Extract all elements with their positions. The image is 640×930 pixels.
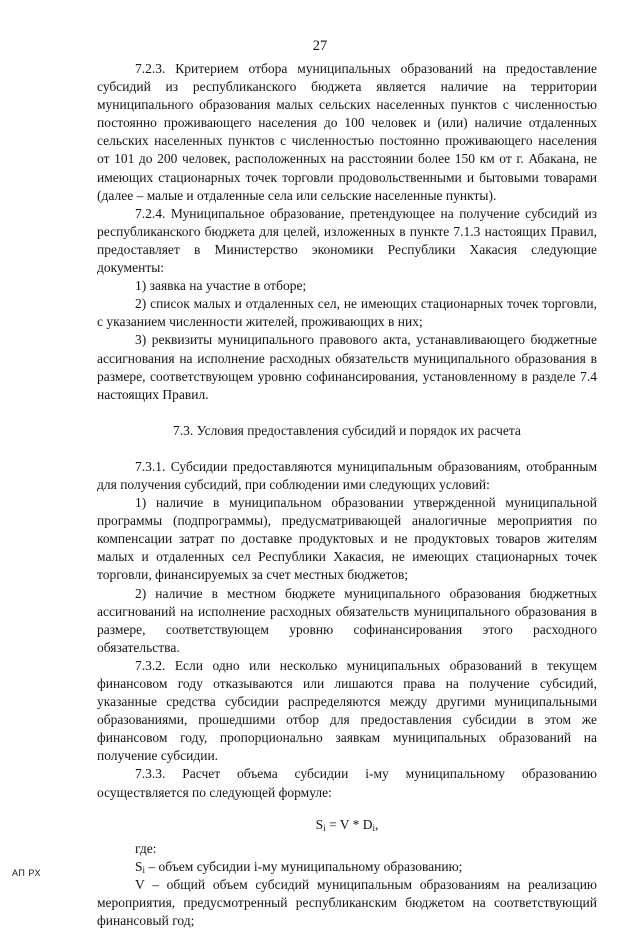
where-label: где: bbox=[135, 840, 157, 856]
definition-s-subscript: i bbox=[142, 864, 146, 875]
conditions-list-item-1: 1) наличие в муниципальном образовании утвержденной муниципальной программы (подпрограммы), предусматривающей аналогичные мероприятия по компенсации затрат по доставке продуктовых и не продуктовых товаров жителям малых и отдаленных сел Республики Хакасия, не имеющих стационарных точек торговли, финансируемых за счет местных бюджетов; bbox=[97, 495, 597, 583]
paragraph-7-3-1: 7.3.1. Субсидии предоставляются муниципальным образованиям, отобранным для получения субсидий, при соблюдении ими следующих условий: bbox=[97, 458, 597, 492]
paragraph-7-2-4: 7.2.4. Муниципальное образование, претендующее на получение субсидий из республиканского бюджета для целей, изложенных в пункте 7.1.3 настоящих Правил, предоставляет в Министерство экономики Республики Хакасия следующие документы: bbox=[97, 205, 597, 276]
definition-s bbox=[97, 858, 597, 876]
footer-stamp: АП РХ bbox=[12, 868, 41, 878]
definition-s-symbol: S bbox=[135, 858, 143, 874]
definition-v: V – общий объем субсидий муниципальным образованиям на реализацию мероприятия, предусмотренный республиканским бюджетом на соответствующий финансовый год; bbox=[97, 876, 597, 929]
document-body bbox=[97, 60, 597, 930]
page-number: 27 bbox=[312, 38, 328, 54]
documents-list-item-1: 1) заявка на участие в отборе; bbox=[135, 278, 307, 294]
formula-mid: = V * D bbox=[325, 816, 373, 832]
documents-list-item-2: 2) список малых и отдаленных сел, не имеющих стационарных точек торговли, с указанием численности жителей, проживающих в них; bbox=[97, 296, 597, 330]
section-heading: 7.3. Условия предоставления субсидий и порядок их расчета bbox=[173, 422, 521, 438]
definition-s-text: – объем субсидии i-му муниципальному образованию; bbox=[145, 858, 463, 874]
formula-lhs-subscript: i bbox=[323, 822, 326, 833]
paragraph-7-3-2: 7.3.2. Если одно или несколько муниципальных образований в текущем финансовом году отказываются или лишаются права на получение субсидий, указанные средства субсидии распределяются между другими муниципальными образованиями, прошедшими отбор для предоставления субсидии в этом же финансовом году, пропорционально заявкам муниципальных образований на получение субсидии. bbox=[97, 657, 597, 764]
subsidy-formula bbox=[97, 816, 597, 834]
formula-lhs: S bbox=[315, 816, 324, 832]
paragraph-7-3-3: 7.3.3. Расчет объема субсидии i-му муниципальному образованию осуществляется по следующей формуле: bbox=[97, 766, 597, 800]
documents-list-item-3: 3) реквизиты муниципального правового акта, устанавливающего бюджетные ассигнования на исполнение расходных обязательств муниципального образования в размере, соответствующем уровню софинансирования, установленному в разделе 7.4 настоящих Правил. bbox=[97, 332, 597, 402]
formula-rhs-subscript: i bbox=[372, 822, 376, 833]
conditions-list-item-2: 2) наличие в местном бюджете муниципального образования бюджетных ассигнований на исполнение расходных обязательств муниципального образования в размере, соответствующем уровню софинансирования этого расходного обязательства. bbox=[97, 585, 597, 655]
paragraph-7-2-3: 7.2.3. Критерием отбора муниципальных образований на предоставление субсидий из республиканского бюджета является наличие на территории муниципального образования малых сельских населенных пунктов с численностью постоянно проживающего населения до 100 человек и (или) наличие отдаленных сельских населенных пунктов с численностью постоянно проживающего населения от 101 до 200 человек, расположенных на расстоянии более 150 км от г. Абакана, не имеющих стационарных точек торговли продовольственными и бытовыми товарами (далее – малые и отдаленные села или сельские населенные пункты). bbox=[97, 61, 597, 203]
formula-tail: , bbox=[375, 816, 379, 832]
